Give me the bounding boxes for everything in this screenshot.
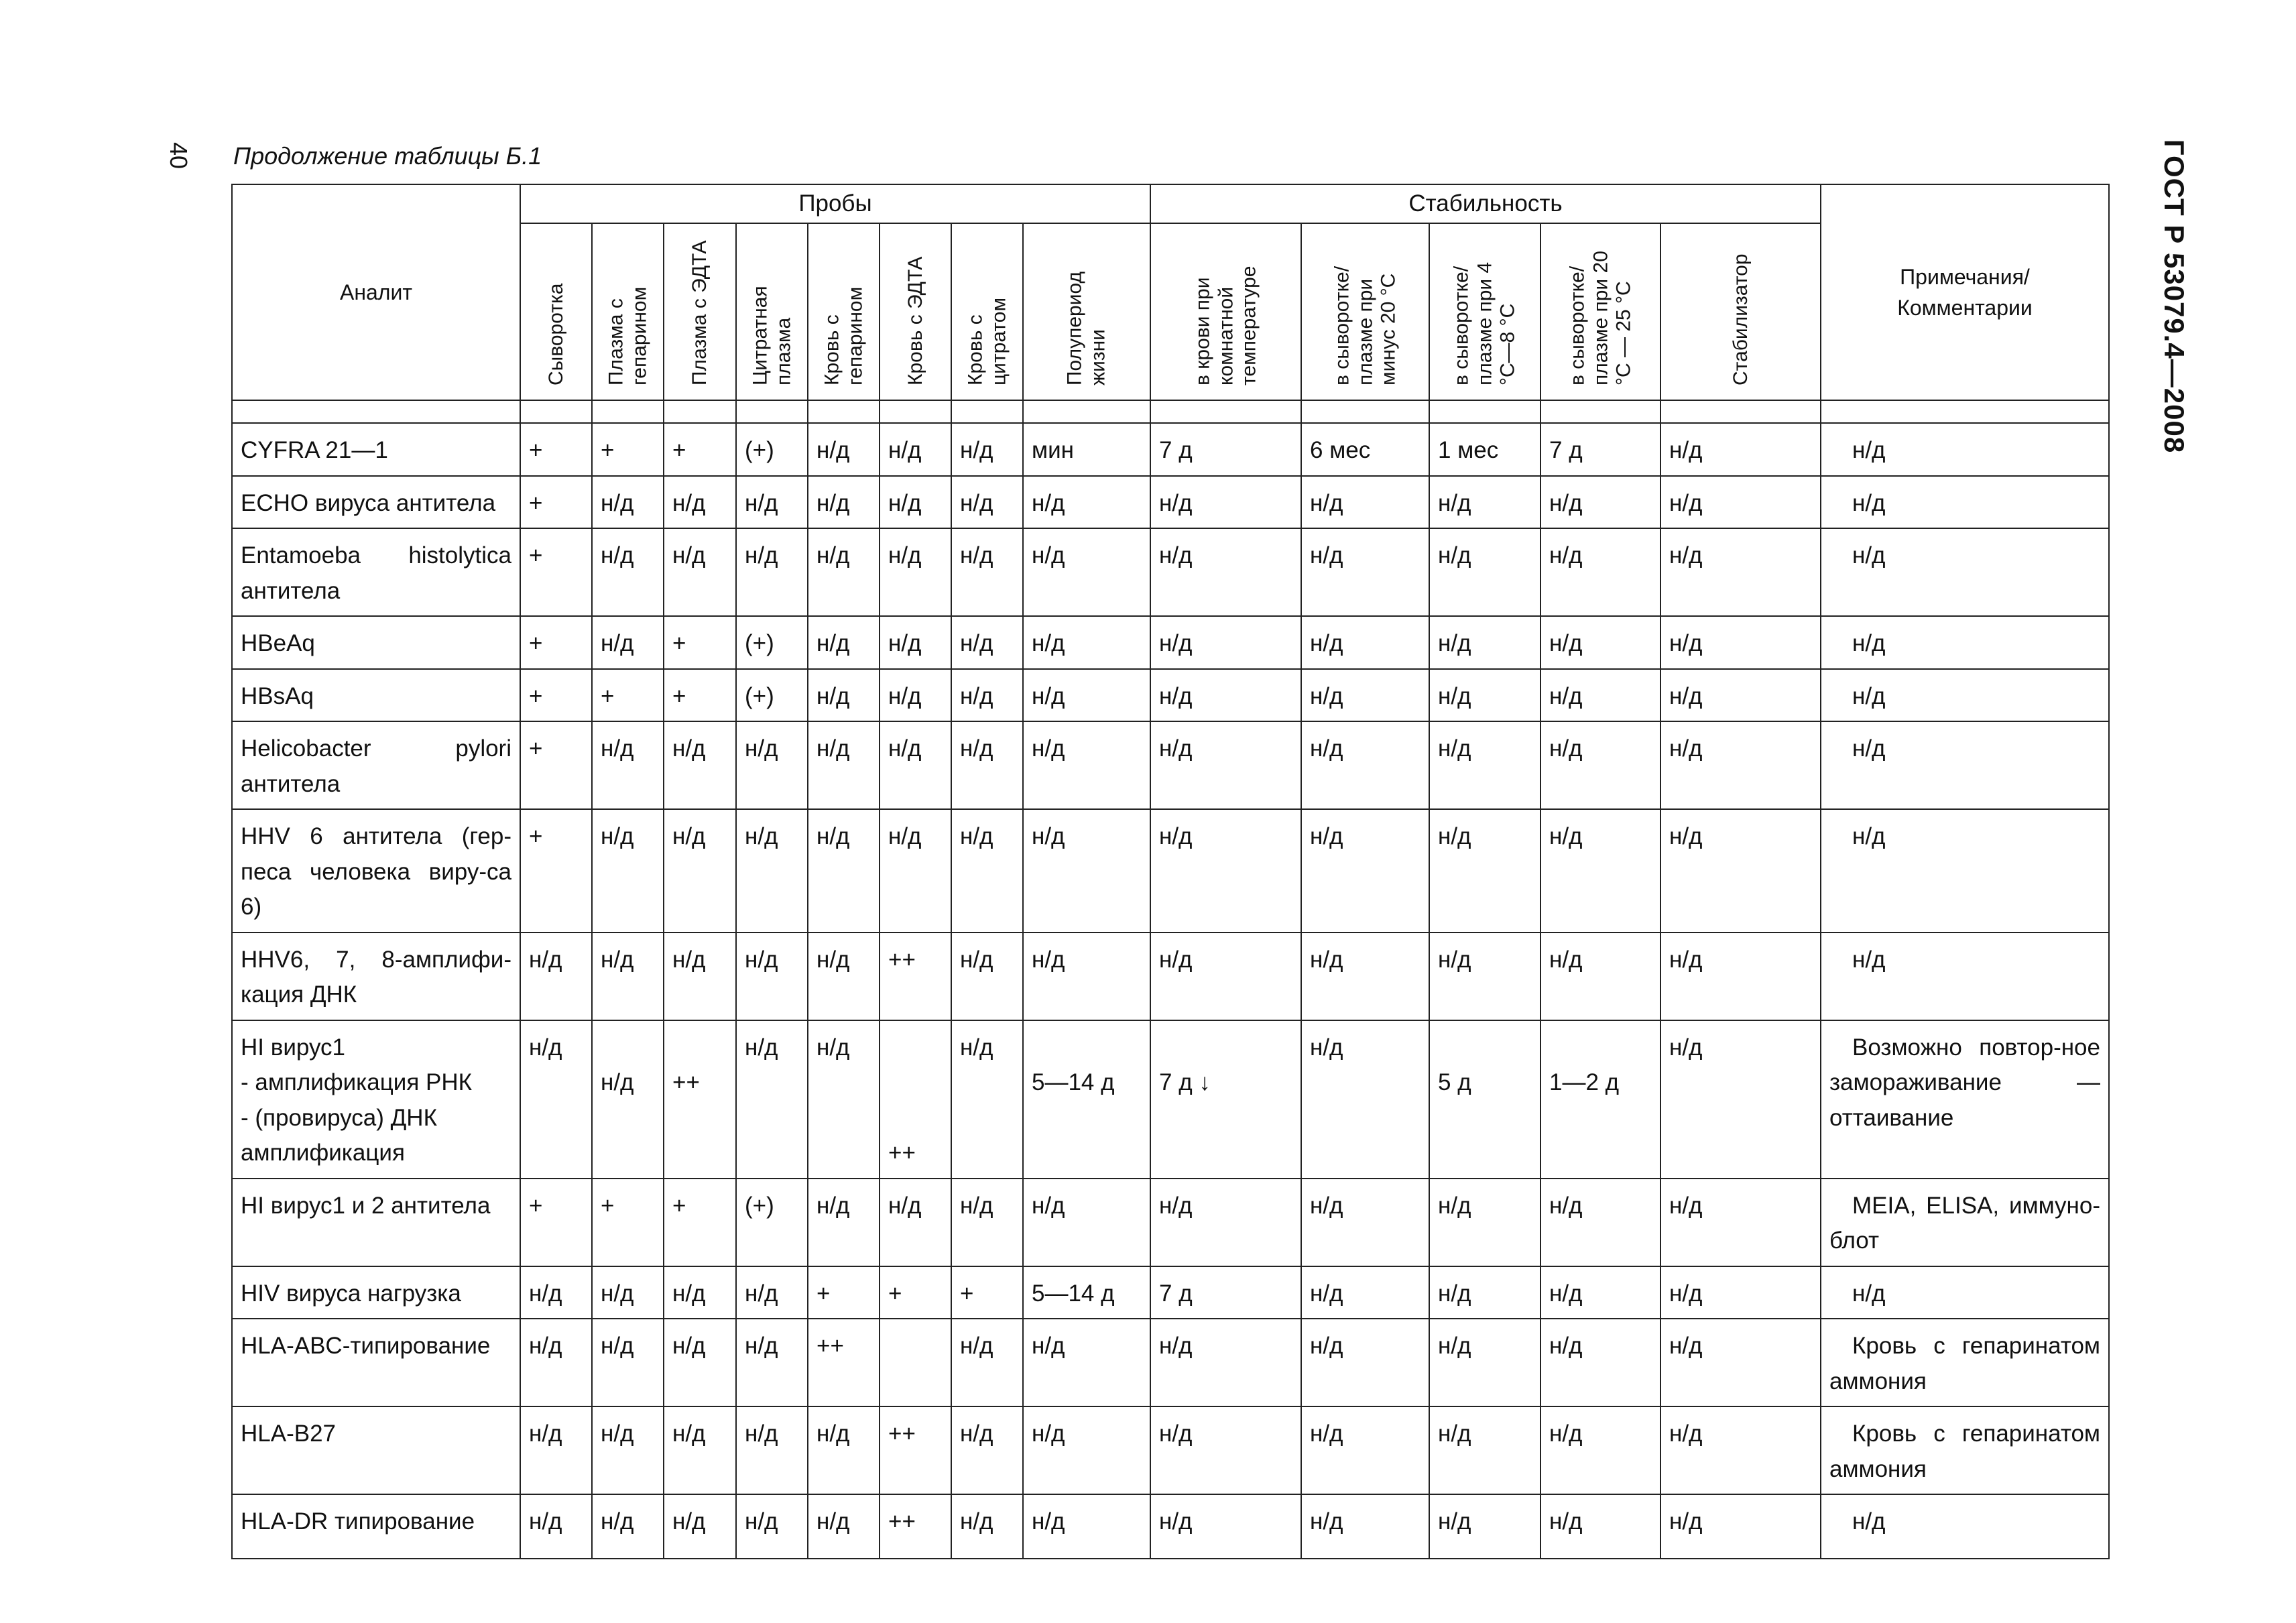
notes-cell: н/д <box>1821 1266 2109 1319</box>
value-cell: н/д <box>1660 933 1821 1020</box>
value-cell: н/д <box>520 933 592 1020</box>
value-cell: н/д <box>1660 423 1821 476</box>
analyte-cell: Entamoeba histolytica антитела <box>232 528 520 616</box>
value-cell: н/д <box>1150 476 1301 529</box>
value-cell: н/д <box>1660 528 1821 616</box>
value-line <box>601 1030 655 1066</box>
analyte-cell: HBeAq <box>232 616 520 669</box>
value-cell: + <box>808 1266 880 1319</box>
column-header-label: Кровь с гепарином <box>821 286 866 385</box>
value-cell: + <box>520 423 592 476</box>
value-cell: 1 мес <box>1429 423 1540 476</box>
notes-cell: Кровь с гепаринатом аммония <box>1821 1319 2109 1406</box>
analyte-cell: ECHO вируса антитела <box>232 476 520 529</box>
value-cell: н/д <box>808 1406 880 1494</box>
value-cell: + <box>592 1179 664 1266</box>
value-cell: н/д <box>1660 1266 1821 1319</box>
value-cell: + <box>664 669 736 722</box>
analyte-table <box>231 184 2110 1559</box>
value-cell <box>951 1020 1023 1179</box>
column-header-label: в сыворотке/ плазме при 20 °С — 25 °С <box>1565 251 1634 385</box>
value-line <box>1159 1030 1292 1066</box>
analyte-cell: CYFRA 21—1 <box>232 423 520 476</box>
value-cell: н/д <box>1660 1319 1821 1406</box>
value-cell: н/д <box>664 721 736 809</box>
value-cell: + <box>951 1266 1023 1319</box>
analyte-cell: Helicobacter pylori антитела <box>232 721 520 809</box>
analyte-cell: HI вирус1 и 2 антитела <box>232 1179 520 1266</box>
value-cell: н/д <box>1150 616 1301 669</box>
value-cell: н/д <box>1429 1179 1540 1266</box>
value-cell: н/д <box>520 1406 592 1494</box>
value-cell: н/д <box>1429 1319 1540 1406</box>
analyte-line: - (провируса) ДНК <box>241 1104 437 1131</box>
value-cell <box>1023 1020 1150 1179</box>
column-header-label: Полупериод жизни <box>1063 272 1109 385</box>
column-header <box>1540 223 1660 400</box>
column-header <box>520 223 592 400</box>
value-cell <box>880 1319 951 1406</box>
value-cell: н/д <box>1023 476 1150 529</box>
value-cell: н/д <box>951 528 1023 616</box>
value-cell: + <box>520 476 592 529</box>
value-cell: + <box>664 1179 736 1266</box>
value-cell: н/д <box>1540 1319 1660 1406</box>
value-cell: н/д <box>880 423 951 476</box>
value-cell: н/д <box>808 528 880 616</box>
value-line <box>888 1101 943 1136</box>
value-cell: н/д <box>1660 721 1821 809</box>
column-header-label: Цитратная плазма <box>749 286 794 385</box>
page-number: 40 <box>165 141 192 170</box>
value-cell: н/д <box>1023 1179 1150 1266</box>
value-cell: н/д <box>664 1494 736 1559</box>
value-cell: н/д <box>880 721 951 809</box>
value-cell: н/д <box>1429 721 1540 809</box>
value-cell: н/д <box>664 528 736 616</box>
value-line: ++ <box>672 1069 700 1095</box>
value-cell <box>1660 1020 1821 1179</box>
value-cell: н/д <box>1540 1179 1660 1266</box>
value-cell: н/д <box>808 476 880 529</box>
value-cell: н/д <box>592 1266 664 1319</box>
value-cell: н/д <box>736 528 808 616</box>
standard-label: ГОСТ Р 53079.4—2008 <box>2159 139 2190 454</box>
value-cell: + <box>664 616 736 669</box>
notes-header: Примечания/ Комментарии <box>1821 184 2109 400</box>
value-cell: н/д <box>736 1319 808 1406</box>
value-cell: н/д <box>736 933 808 1020</box>
value-cell: н/д <box>808 669 880 722</box>
value-cell: н/д <box>520 1494 592 1559</box>
table-row <box>232 1020 2109 1179</box>
header-separator <box>232 400 2109 423</box>
table-row <box>232 1319 2109 1406</box>
value-line <box>888 1065 943 1101</box>
value-cell: н/д <box>951 1494 1023 1559</box>
value-cell: н/д <box>951 933 1023 1020</box>
value-cell: н/д <box>1023 616 1150 669</box>
column-header-label: в сыворотке/ плазме при минус 20 °С <box>1330 265 1399 385</box>
value-cell: 6 мес <box>1301 423 1429 476</box>
value-cell: + <box>520 809 592 933</box>
value-cell: н/д <box>736 476 808 529</box>
samples-group-header: Пробы <box>520 184 1150 223</box>
value-cell: н/д <box>1301 528 1429 616</box>
column-header <box>664 223 736 400</box>
table-row <box>232 1179 2109 1266</box>
value-cell <box>1429 1020 1540 1179</box>
value-cell: н/д <box>1660 1494 1821 1559</box>
value-cell: н/д <box>1540 1266 1660 1319</box>
value-cell: н/д <box>592 721 664 809</box>
value-cell: 7 д <box>1540 423 1660 476</box>
value-cell: н/д <box>1540 933 1660 1020</box>
value-cell: н/д <box>1429 476 1540 529</box>
column-header-label: Сыворотка <box>544 283 567 385</box>
table-continuation-title: Продолжение таблицы Б.1 <box>233 142 542 170</box>
notes-cell: н/д <box>1821 1494 2109 1559</box>
value-cell: н/д <box>1660 1179 1821 1266</box>
value-cell <box>736 1020 808 1179</box>
value-cell: + <box>520 721 592 809</box>
value-cell: н/д <box>1150 933 1301 1020</box>
value-cell: н/д <box>1660 476 1821 529</box>
value-cell: н/д <box>880 616 951 669</box>
value-cell: + <box>520 1179 592 1266</box>
value-cell: н/д <box>1429 669 1540 722</box>
notes-cell: н/д <box>1821 423 2109 476</box>
value-cell: н/д <box>880 528 951 616</box>
value-cell: н/д <box>520 1319 592 1406</box>
analyte-cell: HHV6, 7, 8-амплифи-кация ДНК <box>232 933 520 1020</box>
column-header-label: Стабилизатор <box>1729 253 1752 385</box>
value-cell: н/д <box>520 1266 592 1319</box>
value-cell: н/д <box>1023 1319 1150 1406</box>
notes-cell: н/д <box>1821 669 2109 722</box>
column-header <box>592 223 664 400</box>
value-cell: н/д <box>951 669 1023 722</box>
value-cell: мин <box>1023 423 1150 476</box>
value-cell <box>880 1020 951 1179</box>
value-cell: н/д <box>1429 1494 1540 1559</box>
value-cell: н/д <box>1540 809 1660 933</box>
value-cell: н/д <box>808 933 880 1020</box>
value-cell: + <box>520 616 592 669</box>
value-line: н/д <box>817 1034 850 1061</box>
value-cell: н/д <box>1150 1406 1301 1494</box>
value-cell: н/д <box>1150 1494 1301 1559</box>
table-row <box>232 616 2109 669</box>
analyte-cell <box>232 1020 520 1179</box>
analyte-cell: HLA-B27 <box>232 1406 520 1494</box>
value-cell: н/д <box>951 721 1023 809</box>
value-cell: н/д <box>592 933 664 1020</box>
value-cell: н/д <box>951 1406 1023 1494</box>
value-cell: н/д <box>880 1179 951 1266</box>
value-cell: н/д <box>592 476 664 529</box>
column-header <box>1660 223 1821 400</box>
value-cell: н/д <box>1023 1406 1150 1494</box>
value-cell: н/д <box>664 1406 736 1494</box>
value-cell: н/д <box>592 809 664 933</box>
value-cell: н/д <box>1301 616 1429 669</box>
value-line: н/д <box>601 1069 634 1095</box>
value-cell: ++ <box>880 1494 951 1559</box>
column-header-label: в крови при комнатной температуре <box>1191 265 1260 385</box>
value-cell: н/д <box>1150 528 1301 616</box>
value-cell: н/д <box>1429 1406 1540 1494</box>
value-cell <box>664 1020 736 1179</box>
value-cell <box>1540 1020 1660 1179</box>
value-cell: н/д <box>1023 721 1150 809</box>
value-cell: н/д <box>951 423 1023 476</box>
value-cell: н/д <box>1150 1179 1301 1266</box>
table-row <box>232 669 2109 722</box>
value-cell: н/д <box>1660 669 1821 722</box>
table-row <box>232 1266 2109 1319</box>
table-row <box>232 1406 2109 1494</box>
value-line: н/д <box>1310 1034 1343 1061</box>
value-cell: н/д <box>1660 1406 1821 1494</box>
value-cell: н/д <box>592 1406 664 1494</box>
notes-cell: Возможно повтор-ное замораживание — оттаивание <box>1821 1020 2109 1179</box>
value-cell: н/д <box>1660 809 1821 933</box>
analyte-line: - амплификация РНК <box>241 1069 473 1095</box>
value-cell: н/д <box>1429 1266 1540 1319</box>
value-cell: + <box>880 1266 951 1319</box>
value-cell: 5—14 д <box>1023 1266 1150 1319</box>
notes-cell: MEIA, ELISA, иммуно-блот <box>1821 1179 2109 1266</box>
value-cell: н/д <box>808 423 880 476</box>
column-header <box>880 223 951 400</box>
analyte-line: HI вирус1 <box>241 1034 346 1061</box>
value-cell: н/д <box>736 1494 808 1559</box>
value-cell: н/д <box>808 1179 880 1266</box>
value-line: 7 д ↓ <box>1159 1069 1211 1095</box>
value-cell: н/д <box>1429 616 1540 669</box>
analyte-cell: HLA-DR типирование <box>232 1494 520 1559</box>
value-cell: н/д <box>1540 616 1660 669</box>
value-cell: н/д <box>1023 809 1150 933</box>
value-cell: ++ <box>808 1319 880 1406</box>
value-cell: ++ <box>880 1406 951 1494</box>
value-cell: н/д <box>1301 476 1429 529</box>
value-cell: н/д <box>664 1266 736 1319</box>
column-header-label: в сыворотке/ плазме при 4 °С—8 °С <box>1450 261 1519 385</box>
analyte-cell: HBsAq <box>232 669 520 722</box>
value-cell: н/д <box>736 1406 808 1494</box>
value-cell: н/д <box>1540 669 1660 722</box>
value-cell: н/д <box>592 1494 664 1559</box>
value-cell: н/д <box>1150 669 1301 722</box>
value-cell: н/д <box>1540 721 1660 809</box>
value-line <box>888 1030 943 1066</box>
value-cell: + <box>664 423 736 476</box>
analyte-cell: HHV 6 антитела (гер-песа человека виру-са 6) <box>232 809 520 933</box>
value-cell: н/д <box>1023 1494 1150 1559</box>
analyte-cell: HLA-ABC-типирование <box>232 1319 520 1406</box>
value-cell: н/д <box>1429 528 1540 616</box>
stability-group-header: Стабильность <box>1150 184 1821 223</box>
value-line <box>672 1030 727 1066</box>
column-header <box>736 223 808 400</box>
column-header-label: Кровь с ЭДТА <box>904 256 926 385</box>
notes-cell: Кровь с гепаринатом аммония <box>1821 1406 2109 1494</box>
table-row <box>232 1494 2109 1559</box>
table-row <box>232 721 2109 809</box>
table-row <box>232 933 2109 1020</box>
value-cell: н/д <box>1301 933 1429 1020</box>
value-cell: н/д <box>1540 476 1660 529</box>
notes-cell: н/д <box>1821 476 2109 529</box>
value-cell: + <box>592 669 664 722</box>
notes-cell: н/д <box>1821 933 2109 1020</box>
value-cell: н/д <box>1301 669 1429 722</box>
notes-cell: н/д <box>1821 809 2109 933</box>
column-header <box>1023 223 1150 400</box>
value-line <box>1032 1030 1142 1066</box>
value-cell: н/д <box>1301 1179 1429 1266</box>
column-header-label: Плазма с ЭДТА <box>688 240 711 385</box>
value-cell: н/д <box>1301 1319 1429 1406</box>
value-cell: н/д <box>951 1179 1023 1266</box>
value-cell: н/д <box>808 616 880 669</box>
notes-cell: н/д <box>1821 528 2109 616</box>
value-cell: н/д <box>880 476 951 529</box>
value-cell: н/д <box>664 1319 736 1406</box>
value-cell: н/д <box>808 721 880 809</box>
value-cell: н/д <box>951 809 1023 933</box>
column-header <box>1429 223 1540 400</box>
analyte-line: амплификация <box>241 1140 405 1166</box>
value-cell: н/д <box>592 1319 664 1406</box>
value-cell: 7 д <box>1150 1266 1301 1319</box>
value-cell <box>592 1020 664 1179</box>
value-cell: н/д <box>1540 528 1660 616</box>
value-cell: н/д <box>1150 1319 1301 1406</box>
value-cell: н/д <box>1660 616 1821 669</box>
value-line <box>1438 1030 1532 1066</box>
table-row <box>232 528 2109 616</box>
value-cell: н/д <box>736 809 808 933</box>
column-header-label: Кровь с цитратом <box>964 297 1010 385</box>
column-header-label: Плазма с гепарином <box>605 286 650 385</box>
value-line: н/д <box>1669 1034 1703 1061</box>
value-cell: н/д <box>664 809 736 933</box>
value-cell: 7 д <box>1150 423 1301 476</box>
value-cell: н/д <box>951 616 1023 669</box>
value-cell: (+) <box>736 616 808 669</box>
value-cell: н/д <box>1023 669 1150 722</box>
column-header <box>951 223 1023 400</box>
value-cell <box>1150 1020 1301 1179</box>
column-header <box>1301 223 1429 400</box>
value-cell: н/д <box>1301 1494 1429 1559</box>
value-line: н/д <box>745 1034 778 1061</box>
value-cell: (+) <box>736 669 808 722</box>
value-cell: н/д <box>1540 1406 1660 1494</box>
value-cell: (+) <box>736 1179 808 1266</box>
column-header <box>808 223 880 400</box>
value-line: 5 д <box>1438 1069 1471 1095</box>
value-cell: н/д <box>1429 809 1540 933</box>
value-cell: н/д <box>1023 933 1150 1020</box>
value-cell: н/д <box>592 616 664 669</box>
notes-cell: н/д <box>1821 616 2109 669</box>
value-cell: н/д <box>951 476 1023 529</box>
value-line: н/д <box>529 1034 562 1061</box>
value-line <box>1549 1030 1652 1066</box>
value-cell: н/д <box>1023 528 1150 616</box>
value-cell <box>1301 1020 1429 1179</box>
analyte-header: Аналит <box>232 184 520 400</box>
value-line: 5—14 д <box>1032 1069 1115 1095</box>
value-cell: + <box>520 528 592 616</box>
value-cell: н/д <box>808 1494 880 1559</box>
value-cell: (+) <box>736 423 808 476</box>
table-row <box>232 476 2109 529</box>
value-cell <box>808 1020 880 1179</box>
table-row <box>232 809 2109 933</box>
value-cell: н/д <box>1301 1406 1429 1494</box>
value-cell: н/д <box>808 809 880 933</box>
value-cell: н/д <box>951 1319 1023 1406</box>
value-cell: ++ <box>880 933 951 1020</box>
value-cell: н/д <box>1540 1494 1660 1559</box>
table-row <box>232 423 2109 476</box>
value-line: 1—2 д <box>1549 1069 1620 1095</box>
column-header <box>1150 223 1301 400</box>
value-cell: н/д <box>1150 721 1301 809</box>
value-cell <box>520 1020 592 1179</box>
value-cell: н/д <box>736 721 808 809</box>
value-cell: н/д <box>1301 809 1429 933</box>
value-cell: н/д <box>592 528 664 616</box>
value-cell: н/д <box>1301 1266 1429 1319</box>
value-line: н/д <box>960 1034 993 1061</box>
value-cell: н/д <box>880 809 951 933</box>
value-line: ++ <box>888 1140 916 1166</box>
value-cell: н/д <box>1301 721 1429 809</box>
value-cell: + <box>592 423 664 476</box>
value-cell: н/д <box>664 933 736 1020</box>
value-cell: н/д <box>1429 933 1540 1020</box>
value-cell: н/д <box>880 669 951 722</box>
value-cell: + <box>520 669 592 722</box>
value-cell: н/д <box>1150 809 1301 933</box>
analyte-cell: HIV вируса нагрузка <box>232 1266 520 1319</box>
notes-cell: н/д <box>1821 721 2109 809</box>
value-cell: н/д <box>736 1266 808 1319</box>
value-cell: н/д <box>664 476 736 529</box>
